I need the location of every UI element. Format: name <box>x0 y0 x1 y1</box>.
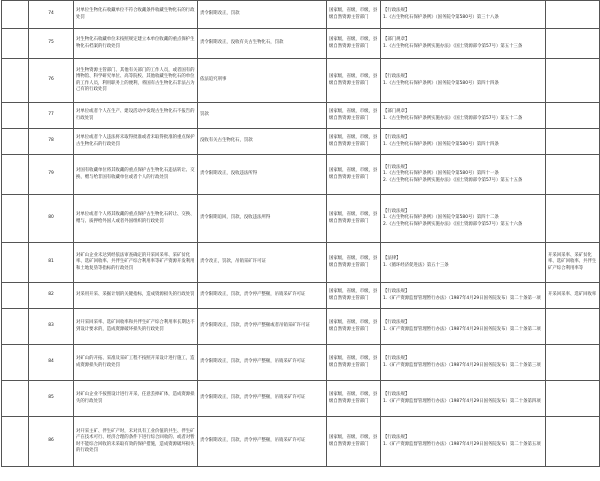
remark <box>546 103 600 129</box>
legal-basis-line: 【行政法规】 <box>383 320 410 326</box>
row-number: 84 <box>29 345 74 381</box>
table-row <box>2 59 600 103</box>
legal-basis-line: 1.《古生物化石保护条例》（国务院令第580号）第四十四条 <box>383 80 499 86</box>
legal-basis <box>381 129 546 155</box>
legal-basis <box>381 59 546 103</box>
remark: 开采回采率、选矿回收率 <box>546 283 600 309</box>
row-number: 75 <box>29 29 74 59</box>
legal-basis-line: 【行政法规】 <box>383 289 410 295</box>
blank-cell <box>2 1 29 29</box>
legal-basis-line: 1.《矿产资源监督管理暂行办法》（1987年4月29日国务院发布）第二十条第一项 <box>383 295 541 301</box>
row-number: 77 <box>29 103 74 129</box>
legal-basis-line: 1.《矿产资源监督管理暂行办法》（1987年4月29日国务院发布）第二十条第二项 <box>383 326 541 332</box>
row-number: 83 <box>29 309 74 345</box>
penalty-table <box>1 0 600 467</box>
legal-basis <box>381 195 546 243</box>
blank-cell <box>2 129 29 155</box>
penalty-type: 责令限期改正，罚款，责令停产整顿，吊销采矿许可证 <box>198 417 327 467</box>
legal-basis-line: 1.《古生物化石保护条例实施办法》（国土资源部令第57号）第五十三条 <box>383 43 523 49</box>
enforcement-level: 国家级，省级，市级，县级自然资源主管部门 <box>327 29 381 59</box>
legal-basis <box>381 29 546 59</box>
legal-basis <box>381 381 546 417</box>
enforcement-level: 国家级，省级，市级，县级自然资源主管部门 <box>327 129 381 155</box>
enforcement-level: 国家级，省级，市级，县级自然资源主管部门 <box>327 59 381 103</box>
legal-basis-line: 【行政法规】 <box>383 208 410 214</box>
remark <box>546 29 600 59</box>
legal-basis <box>381 103 546 129</box>
penalty-type: 罚款 <box>198 103 327 129</box>
blank-cell <box>2 243 29 283</box>
legal-basis-line: 【行政法规】 <box>383 435 410 441</box>
legal-basis-line: 【行政法规】 <box>383 356 410 362</box>
penalty-type: 责令限期改正，罚款 <box>198 1 327 29</box>
remark: 开采回采率、采矿贫化率、选矿回收率、共伴生矿产综合利用率等 <box>546 243 600 283</box>
table-row <box>2 155 600 195</box>
legal-basis-line: 【行政法规】 <box>383 8 410 14</box>
penalty-item: 对单位生物化石收藏单位不符合收藏条件收藏生物化石的行政处罚 <box>74 1 198 29</box>
enforcement-level: 国家级，省级，市级，县级自然资源主管部门 <box>327 155 381 195</box>
legal-basis <box>381 345 546 381</box>
legal-basis <box>381 155 546 195</box>
legal-basis <box>381 243 546 283</box>
penalty-type: 责令限期改正，罚款，责令停产整顿或者吊销采矿许可证 <box>198 309 327 345</box>
enforcement-level: 国家级，省级，市级，县级自然资源主管部门 <box>327 1 381 29</box>
legal-basis <box>381 1 546 29</box>
enforcement-level: 国家级，省级，市级，县级自然资源主管部门 <box>327 243 381 283</box>
enforcement-level: 国家级，省级，市级，县级自然资源主管部门 <box>327 283 381 309</box>
blank-cell <box>2 283 29 309</box>
legal-basis-line: 1.《矿产资源监督管理暂行办法》（1987年4月29日国务院发布）第二十条第三项 <box>383 362 541 368</box>
legal-basis <box>381 283 546 309</box>
legal-basis-line: 1.《矿产资源监督管理暂行办法》（1987年4月29日国务院发布）第二十条第四项 <box>383 398 541 404</box>
legal-basis-line: 1.《古生物化石保护条例》（国务院令第580号）第四十二条 <box>383 215 499 221</box>
legal-basis-line: 1.《古生物化石保护条例》（国务院令第580号）第四十四条 <box>383 141 499 147</box>
row-number: 86 <box>29 417 74 467</box>
remark <box>546 59 600 103</box>
penalty-item: 对生物化石收藏单位未按照规定建立本单位收藏的重点保护生物化石档案的行政处罚 <box>74 29 198 59</box>
enforcement-level: 国家级，省级，市级，县级自然资源主管部门 <box>327 103 381 129</box>
blank-cell <box>2 381 29 417</box>
legal-basis-line: 2.《古生物化石保护条例实施办法》（国土资源部令第57号）第五十五条 <box>383 177 523 183</box>
penalty-item: 对生物资源主管部门、其他有关部门的工作人员，或者国有的博物馆、科学研究单位、高等院校、其他收藏生物化石的单位的工作人员，利用职务上的便利，将国有古生物化石非法占为己有的行政处罚 <box>74 59 198 103</box>
penalty-item: 对单位或者个人违法将未取得批准或者未取得批准的重点保护古生物化石的行政处罚 <box>74 129 198 155</box>
penalty-type: 责令改正，罚款，吊销采矿许可证 <box>198 243 327 283</box>
enforcement-level: 国家级，省级，市级，县级自然资源主管部门 <box>327 381 381 417</box>
remark <box>546 345 600 381</box>
legal-basis-line: 1.《古生物化石保护条例》（国务院令第580号）第三十八条 <box>383 14 499 20</box>
blank-cell <box>2 195 29 243</box>
legal-basis-line: 【法律】 <box>383 256 401 262</box>
row-number: 81 <box>29 243 74 283</box>
penalty-item: 对采用开采、采掘计划的关键指标，造成资源损失的行政处罚 <box>74 283 198 309</box>
remark <box>546 381 600 417</box>
enforcement-level: 国家级，省级，市级，县级自然资源主管部门 <box>327 195 381 243</box>
blank-cell <box>2 59 29 103</box>
row-number: 74 <box>29 1 74 29</box>
remark <box>546 129 600 155</box>
row-number: 85 <box>29 381 74 417</box>
remark <box>546 195 600 243</box>
penalty-type: 没收有关古生物化石，罚款 <box>198 129 327 155</box>
penalty-type: 责令限期改正，罚款，责令停产整顿，吊销采矿许可证 <box>198 381 327 417</box>
remark <box>546 1 600 29</box>
legal-basis-line: 【行政法规】 <box>383 135 410 141</box>
penalty-item: 对开采回采率、选矿回收率和共伴生矿产综合利用率长期达不到设计要求的，造成资源破坏损失的行政处罚 <box>74 309 198 345</box>
blank-cell <box>2 417 29 467</box>
row-number: 82 <box>29 283 74 309</box>
row-number: 78 <box>29 129 74 155</box>
penalty-item: 对矿山企业未达到经依法审查确定的开采回采率、采矿贫化率、选矿回收率、共伴生矿产综合利用率等矿产资源开发利用和土地复垦等指标的行政处罚 <box>74 243 198 283</box>
penalty-item: 对单位或者个人将其收藏的重点保护古生物化石转让、交换、赠与、质押给外国人或者外国组织的行政处罚 <box>74 195 198 243</box>
blank-cell <box>2 345 29 381</box>
remark <box>546 155 600 195</box>
penalty-type: 依法追究刑事 <box>198 59 327 103</box>
penalty-item: 对国有收藏单位将其收藏的重点保护古生物化石违法转让、交换、赠与给非国有收藏单位或者个人的行政处罚 <box>74 155 198 195</box>
legal-basis-line: 【部门规章】 <box>383 109 410 115</box>
blank-cell <box>2 29 29 59</box>
table-row <box>2 417 600 467</box>
blank-cell <box>2 155 29 195</box>
table-row <box>2 1 600 29</box>
penalty-item: 对矿山企业不按照设计进行开采，任意丢掉矿体，造成资源损失的行政处罚 <box>74 381 198 417</box>
penalty-type: 责令限期改正，没收有关古生物化石，罚款 <box>198 29 327 59</box>
legal-basis-line: 2.《古生物化石保护条例实施办法》（国土资源部令第57号）第五十六条 <box>383 221 523 227</box>
legal-basis-line: 【行政法规】 <box>383 392 410 398</box>
penalty-type: 责令限期改正，没收违法所得 <box>198 155 327 195</box>
blank-cell <box>2 103 29 129</box>
table-row <box>2 129 600 155</box>
legal-basis <box>381 417 546 467</box>
legal-basis-line: 【部门规章】 <box>383 37 410 43</box>
row-number: 79 <box>29 155 74 195</box>
legal-basis-line: 1.《循环经济促进法》第五十三条 <box>383 262 449 268</box>
penalty-type: 责令限期改正，罚款，责令停产整顿，吊销采矿许可证 <box>198 345 327 381</box>
enforcement-level: 国家级，省级，市级，县级自然资源主管部门 <box>327 345 381 381</box>
legal-basis <box>381 309 546 345</box>
penalty-item: 对开采主矿、伴生矿产时，未对具有工业价值的共生、伴生矿产在技术可行、经济合理的条件下进行综合回收的、或者对暂时不能综合回收的未采取有效的保护措施，造成资源破坏损失的行政处罚 <box>74 417 198 467</box>
table-row <box>2 29 600 59</box>
legal-basis-line: 【行政法规】 <box>383 164 410 170</box>
table-body <box>2 1 600 467</box>
penalty-item: 对单位或者个人在生产、建设活动中发现古生物化石不报告的行政处罚 <box>74 103 198 129</box>
blank-cell <box>2 309 29 345</box>
table-row <box>2 381 600 417</box>
remark <box>546 417 600 467</box>
penalty-item: 对矿山的开拓、采准及采矿工程不按照开采设计进行施工，造成资源损失的行政处罚 <box>74 345 198 381</box>
table-row <box>2 195 600 243</box>
penalty-type: 责令限期改正，罚款，责令停产整顿，吊销采矿许可证 <box>198 283 327 309</box>
table-row <box>2 345 600 381</box>
remark <box>546 309 600 345</box>
enforcement-level: 国家级，省级，市级，县级自然资源主管部门 <box>327 309 381 345</box>
penalty-type: 责令限期追回，罚款，没收违法所得 <box>198 195 327 243</box>
legal-basis-line: 1.《矿产资源监督管理暂行办法》（1987年4月29日国务院发布）第二十条第五项 <box>383 441 541 447</box>
legal-basis-line: 1.《古生物化石保护条例》（国务院令第580号）第四十一条 <box>383 171 499 177</box>
enforcement-level: 国家级，省级，市级，县级自然资源主管部门 <box>327 417 381 467</box>
table-row <box>2 103 600 129</box>
row-number: 80 <box>29 195 74 243</box>
table-row <box>2 309 600 345</box>
row-number: 76 <box>29 59 74 103</box>
legal-basis-line: 1.《古生物化石保护条例实施办法》（国土资源部令第57号）第五十二条 <box>383 115 523 121</box>
table-row <box>2 243 600 283</box>
table-row <box>2 283 600 309</box>
legal-basis-line: 【行政法规】 <box>383 74 410 80</box>
